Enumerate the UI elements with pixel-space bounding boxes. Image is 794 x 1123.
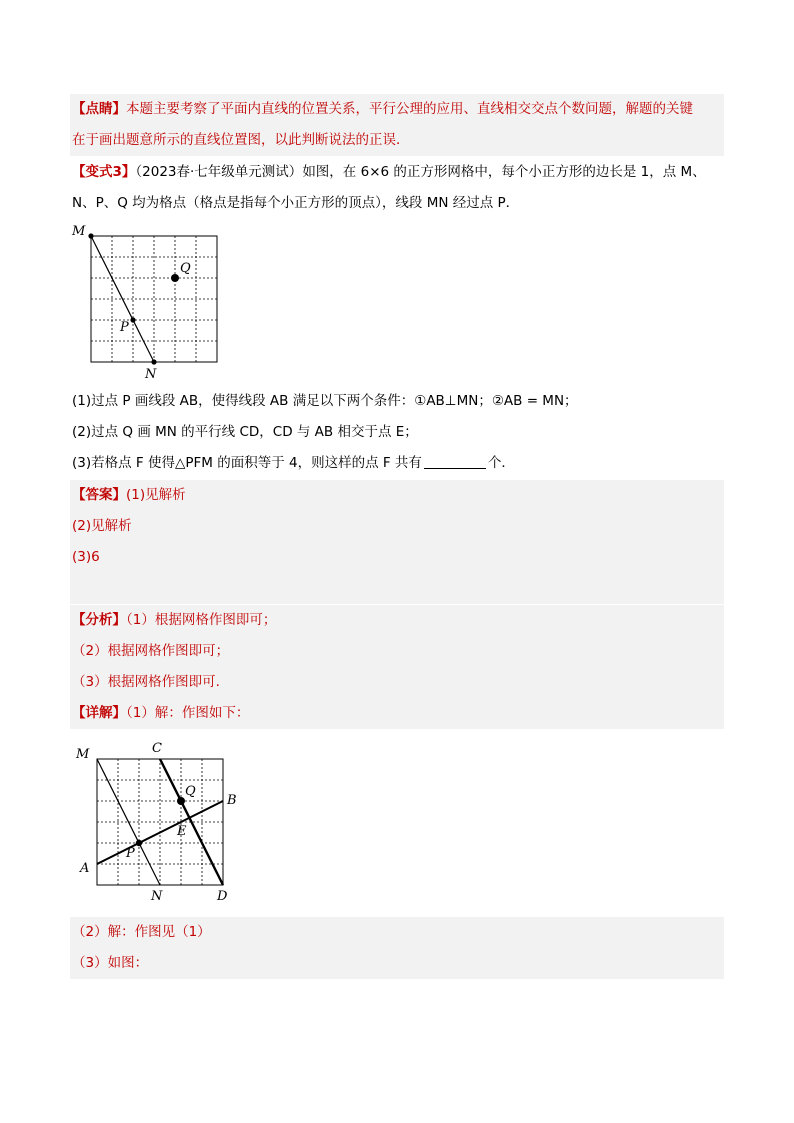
detail-line-2: （2）解：作图见（1）: [72, 924, 211, 940]
analysis-line-1: 【分析】（1）根据网格作图即可；: [72, 612, 277, 628]
answer-line-2: (2)见解析: [72, 518, 132, 534]
label-P: P: [120, 320, 129, 335]
problem-line-1: 【变式3】（2023春·七年级单元测试）如图，在 6×6 的正方形网格中，每个小正方形的边长是 1，点 M、: [72, 164, 706, 180]
label-M: M: [76, 747, 90, 762]
detail-line-3: （3）如图：: [72, 955, 149, 971]
answer-line-1: 【答案】(1)见解析: [72, 487, 186, 503]
comment-tag: 【点睛】: [72, 101, 126, 117]
answer-tag: 【答案】: [72, 487, 126, 503]
comment-line-1: 【点睛】本题主要考察了平面内直线的位置关系，平行公理的应用、直线相交交点个数问题，解题的关键: [72, 101, 693, 117]
question-1: (1)过点 P 画线段 AB，使得线段 AB 满足以下两个条件：①AB⊥MN；②AB = MN；: [72, 393, 578, 409]
point-Q: [177, 797, 185, 805]
label-B: B: [227, 793, 237, 808]
point-N: [151, 359, 156, 364]
answer-line-3: (3)6: [72, 549, 100, 565]
problem-tag: 【变式3】: [72, 164, 136, 180]
question-2: (2)过点 Q 画 MN 的平行线 CD，CD 与 AB 相交于点 E；: [72, 424, 418, 440]
label-D: D: [217, 889, 228, 904]
detail-tag: 【详解】: [72, 705, 126, 721]
problem-line-2: N、P、Q 均为格点（格点是指每个小正方形的顶点），线段 MN 经过点 P．: [72, 195, 520, 211]
label-N: N: [145, 367, 157, 382]
answer-blank: [424, 454, 486, 469]
point-P: [130, 317, 135, 322]
label-P: P: [126, 846, 135, 861]
label-E: E: [177, 824, 187, 839]
point-M: [88, 233, 93, 238]
grid-figure-2: [72, 733, 258, 913]
label-Q: Q: [180, 261, 191, 276]
detail-line-1: 【详解】（1）解：作图如下：: [72, 705, 250, 721]
label-C: C: [152, 741, 162, 756]
problem-source: （2023春·七年级单元测试）: [135, 164, 303, 180]
label-A: A: [80, 861, 90, 876]
question-3: (3)若格点 F 使得△PFM 的面积等于 4，则这样的点 F 共有 个．: [72, 455, 515, 471]
point-P: [136, 840, 142, 846]
analysis-line-2: （2）根据网格作图即可；: [72, 643, 230, 659]
analysis-line-3: （3）根据网格作图即可.: [72, 674, 220, 690]
analysis-tag: 【分析】: [72, 612, 126, 628]
comment-line-2: 在于画出题意所示的直线位置图，以此判断说法的正误．: [72, 132, 410, 148]
label-M: M: [72, 224, 86, 239]
point-Q: [171, 274, 179, 282]
label-Q: Q: [185, 784, 196, 799]
grid-figure-1: [68, 220, 228, 382]
label-N: N: [151, 889, 163, 904]
